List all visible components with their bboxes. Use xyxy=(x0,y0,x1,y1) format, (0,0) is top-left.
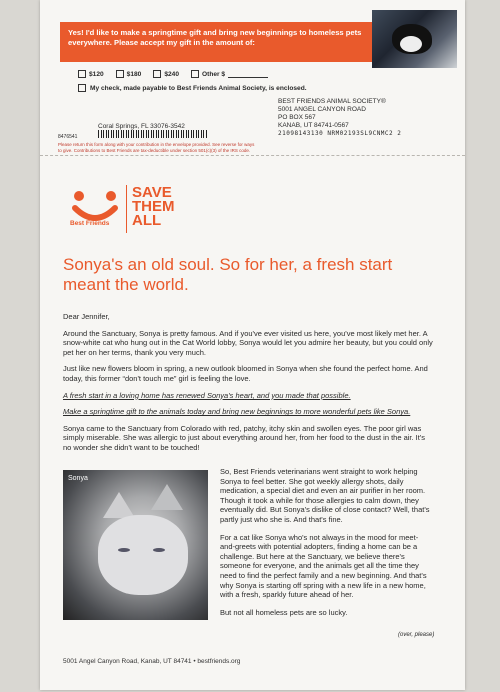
cat-eye-shape xyxy=(118,548,130,552)
best-friends-logo-icon xyxy=(65,178,125,238)
checkbox-icon[interactable] xyxy=(153,70,161,78)
dog-photo xyxy=(372,10,457,68)
amount-options xyxy=(78,70,268,78)
recipient-address: BEST FRIENDS ANIMAL SOCIETY® 5001 ANGEL CANYON ROAD PO BOX 567 KANAB, UT 84741-0567 xyxy=(278,98,386,129)
cat-ear-shape xyxy=(151,484,183,510)
paragraph: Sonya came to the Sanctuary from Colorado with red, patchy, itchy skin and swollen eyes. The poor girl was simply miserable. She was allergic to just about everything around her, from her food to the dust in the air. It's no wonder she didn't want to be touched! xyxy=(63,423,426,452)
sonya-photo xyxy=(63,470,208,620)
cat-eye-shape xyxy=(153,548,165,552)
amount-option-120[interactable]: $120 xyxy=(78,70,104,78)
checkbox-icon[interactable] xyxy=(191,70,199,78)
cat-ear-shape xyxy=(103,492,135,518)
checkbox-icon[interactable] xyxy=(78,84,86,92)
gift-heading: Yes! I'd like to make a springtime gift and bring new beginnings to homeless pets everywhere. Please accept my gift in the amount of: xyxy=(60,22,372,62)
tagline: SAVE THEM ALL xyxy=(132,184,175,229)
paragraph: Around the Sanctuary, Sonya is pretty famous. And if you've ever visited us here, you've most likely met her. A snow-white cat who hung out in the Cat World lobby, Sonya would let you admire her beauty, but you could only pet her on her terms, thank you very much. xyxy=(63,328,433,357)
letter-body xyxy=(63,312,433,460)
postal-barcode xyxy=(98,130,208,138)
amount-option-240[interactable]: $240 xyxy=(153,70,179,78)
photo-caption: Sonya xyxy=(68,475,88,482)
footer-address: 5001 Angel Canyon Road, Kanab, UT 84741 • bestfriends.org xyxy=(63,658,241,665)
scan-code: 21098143130 NRM02193SL9CNMC2 2 xyxy=(278,130,402,137)
call-to-action: Make a springtime gift to the animals today and bring new beginnings to more wonderful pets like Sonya. xyxy=(63,407,411,417)
form-code: 8476541 xyxy=(58,134,78,140)
letter-right-column xyxy=(220,467,430,625)
amount-option-other[interactable]: Other $ xyxy=(191,70,268,78)
paragraph: For a cat like Sonya who's not always in the mood for meet-and-greets with potential adopters, finding a home can be a challenge. But here at the Sanctuary, we believe there's someone for everyone, and the animals get all the time they need to find the perfect family and a new beginning. And that's why Sonya is starting off spring with a new life in a new home, with a fresh, sparkly future ahead of her. xyxy=(220,532,427,600)
check-enclosed-option[interactable]: My check, made payable to Best Friends Animal Society, is enclosed. xyxy=(78,84,307,92)
paragraph: But not all homeless pets are so lucky. xyxy=(220,607,348,617)
checkbox-icon[interactable] xyxy=(116,70,124,78)
logo-text: Best Friends xyxy=(70,220,110,227)
dog-muzzle-shape xyxy=(400,36,422,52)
checkbox-icon[interactable] xyxy=(78,70,86,78)
amount-option-180[interactable]: $180 xyxy=(116,70,142,78)
cat-face-shape xyxy=(98,515,188,595)
logo-divider xyxy=(126,185,127,233)
salutation: Dear Jennifer, xyxy=(63,312,110,321)
reply-form xyxy=(40,0,465,155)
paragraph: Just like new flowers bloom in spring, a new outlook bloomed in Sonya when she found the perfect home. And today, this former “don't touch me” girl is feeling the love. xyxy=(63,364,428,383)
perforation-line xyxy=(40,155,465,156)
highlight-paragraph: A fresh start in a loving home has renewed Sonya's heart, and you made that possible. xyxy=(63,390,351,400)
other-amount-line[interactable] xyxy=(228,71,268,78)
paragraph: So, Best Friends veterinarians went straight to work helping Sonya to feel better. She got weekly allergy shots, daily medication, a special diet and even an air purifier in her room. Though it took a while for those allergies to calm down, they eventually did. But Sonya's dislike of close contact? Well, that's partly just who she is. And that's fine. xyxy=(220,467,430,524)
letter-headline: Sonya's an old soul. So for her, a fresh start meant the world. xyxy=(63,255,393,294)
over-please: (over, please) xyxy=(398,632,435,638)
mailer-sheet xyxy=(40,0,465,690)
fine-print: Please return this form along with your contribution in the envelope provided. See reverse for ways to give. Contributions to Best Friends are tax-deductible under section 501(c)(3) of the IRS code. xyxy=(58,142,255,153)
sender-address: Coral Springs, FL 33076-3542 xyxy=(98,123,185,130)
